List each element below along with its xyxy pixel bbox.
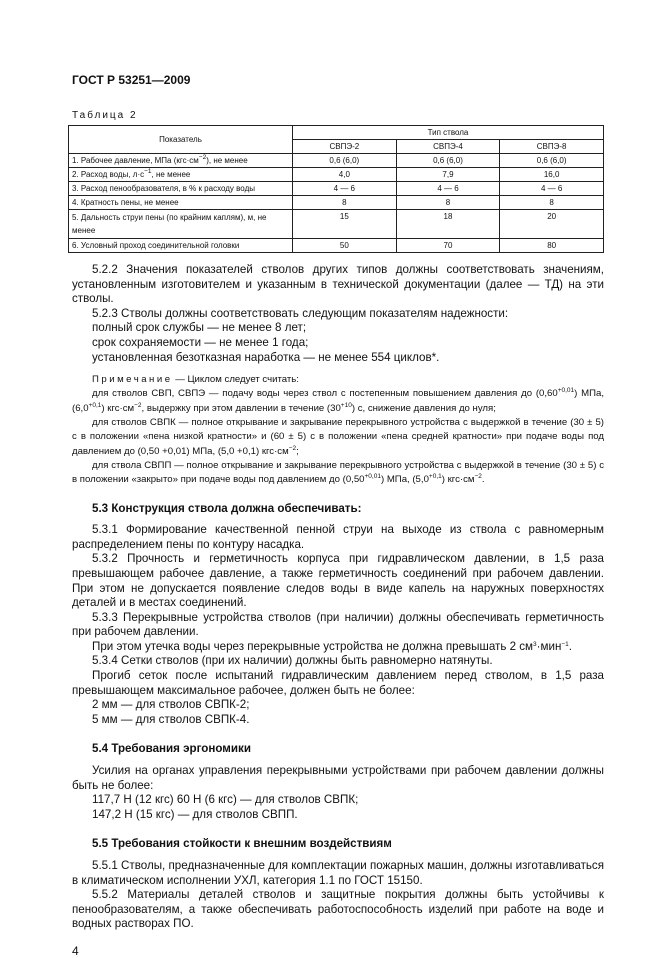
cell: 8 [293, 196, 397, 210]
para-5-3-2: 5.3.2 Прочность и герметичность корпуса при гидравлическом давлении, в 1,5 раза превышающем рабочее давление, а также герметичность соединений при рабочем давлении. При этом не допускается появление следов воды в виде капель на наружных поверхностях деталей и в местах соединений. [72, 552, 604, 610]
note-block [72, 373, 604, 487]
t: ) кгс·см [101, 402, 135, 414]
para-5-3-3: 5.3.3 Перекрывные устройства стволов (при наличии) должны обеспечивать герметичность при рабочем давлении. [72, 610, 604, 639]
t: ) с, снижение давления до нуля; [351, 402, 496, 414]
para-5-3-4: 5.3.4 Сетки стволов (при их наличии) должны быть равномерно натянуты. [92, 654, 493, 668]
t: для стволов СВП, СВПЭ — подачу воды через ствол с постепенным повышением давления до (0,60 [92, 388, 558, 400]
t: для стволов СВПК — полное открывание и закрывание перекрывного устройства с выдержкой в течение (30 ± 5) с в положении «пена низкой кратности» и (60 ± 5) с в положении «пена средней кратности» при подаче воды под давлением до (0,50 +0,01) МПа, (5,0 +0,1) кгс·см [72, 417, 604, 457]
row-label [69, 168, 293, 182]
note-label: Примечание [92, 374, 173, 386]
label-sup: −2 [198, 154, 207, 161]
para-5-3-3-leak [72, 640, 604, 655]
label-sup: −1 [144, 168, 152, 175]
cell: 15 [293, 210, 397, 239]
t: ·мин [536, 639, 562, 653]
para-5-4: Усилия на органах управления перекрывными устройствами при рабочем давлении должны быть не более: [72, 764, 604, 792]
sup: −2 [288, 444, 297, 452]
row-label: 3. Расход пенообразователя, в % к расходу воды [69, 182, 293, 196]
t: , выдержку при этом давлении в течение (30 [141, 402, 341, 414]
cell: 7,9 [396, 168, 500, 182]
cell: 4 — 6 [500, 182, 604, 196]
label-text: 1. Рабочее давление, МПа (кгс·см [72, 156, 199, 165]
note-intro [72, 373, 604, 387]
t: При этом утечка воды через перекрывные устройства не должна превышать 2 см [92, 639, 534, 653]
para-5-5-2: 5.5.2 Материалы деталей стволов и защитные покрытия должны быть устойчивы к пенообразователям, а также обеспечивать работоспособность изделий при работе на воде и водных растворах ПО. [72, 888, 604, 931]
table-row [69, 196, 604, 210]
page-content [72, 73, 604, 958]
t: ; [296, 445, 299, 457]
table-row [69, 168, 604, 182]
cell: 0,6 (6,0) [500, 154, 604, 168]
cell: 4,0 [293, 168, 397, 182]
note-intro-text: — Циклом следует считать: [172, 374, 299, 386]
cell: 80 [500, 239, 604, 253]
para-5-3-4-deflection: Прогиб сеток после испытаний гидравлическим давлением перед стволом, в 1,5 раза превышающем максимальное рабочее, должен быть не более: [72, 669, 604, 697]
sup: −2 [134, 401, 142, 409]
t: . [568, 639, 573, 653]
table-row [69, 239, 604, 253]
force-item: 117,7 Н (12 кгс) 60 Н (6 кгс) — для стволов СВПК; [92, 793, 359, 807]
row-label: 5. Дальность струи пены (по крайним каплям), м, не менее [69, 210, 293, 239]
sup: −1 [561, 640, 569, 648]
page-number: 4 [72, 943, 79, 958]
force-item: 147,2 Н (15 кгс) — для стволов СВПП. [92, 807, 298, 821]
cell: 20 [500, 210, 604, 239]
label-text: 2. Расход воды, л·с [72, 170, 145, 179]
cell: 70 [396, 239, 500, 253]
sup: −2 [474, 473, 482, 481]
section-5-5 [72, 837, 604, 932]
header-type: Тип ствола [293, 126, 604, 140]
t: ) МПа, (6,0 [72, 388, 604, 414]
note-item [72, 459, 604, 488]
para-5-2-2: 5.2.2 Значения показателей стволов других типов должны соответствовать значениям, установленным изготовителем и указанным в технической документации (далее — ТД) на эти стволы. [72, 263, 604, 306]
label-tail: , не менее [151, 170, 191, 179]
header-type-1: СВПЭ-2 [293, 140, 397, 154]
cell: 8 [500, 196, 604, 210]
t: ) МПа, (5,0 [380, 474, 429, 486]
sup: +0,01 [557, 387, 575, 395]
row-label: 4. Кратность пены, не менее [69, 196, 293, 210]
note-item [72, 387, 604, 416]
header-type-2: СВПЭ-4 [396, 140, 500, 154]
section-5-2 [72, 263, 604, 365]
heading-5-3: 5.3 Конструкция ствола должна обеспечивать: [92, 501, 362, 515]
row-label: 6. Условный проход соединительной головки [69, 239, 293, 253]
cell: 18 [396, 210, 500, 239]
table-caption: Таблица 2 [72, 110, 138, 121]
para-5-2-3: 5.2.3 Стволы должны соответствовать следующим показателям надежности: [92, 306, 509, 320]
section-5-4 [72, 742, 604, 822]
deflection-item: 2 мм — для стволов СВПК-2; [92, 698, 250, 712]
cell: 4 — 6 [293, 182, 397, 196]
cell: 0,6 (6,0) [293, 154, 397, 168]
sup: 3 [533, 640, 537, 648]
cell: 0,6 (6,0) [396, 154, 500, 168]
table-row [69, 182, 604, 196]
table-row [69, 210, 604, 239]
para-5-5-1: 5.5.1 Стволы, предназначенные для комплектации пожарных машин, должны изготавливаться в климатическом исполнении УХЛ, категория 1.1 по ГОСТ 15150. [72, 859, 604, 887]
note-item [72, 416, 604, 459]
sup: +0,1 [428, 473, 442, 481]
sup: +0,1 [88, 401, 102, 409]
t: для ствола СВПП — полное открывание и закрывание перекрывного устройства с выдержкой в течение (30 ± 5) с в положении «закрыто» при подаче воды под давлением до (0,50 [72, 459, 604, 486]
sup: +0,01 [364, 473, 381, 481]
t: . [481, 474, 485, 486]
reliability-item: полный срок службы — не менее 8 лет; [92, 321, 307, 335]
label-tail: ), не менее [206, 156, 248, 165]
header-type-3: СВПЭ-8 [500, 140, 604, 154]
deflection-item: 5 мм — для стволов СВПК-4. [92, 712, 250, 726]
cell: 16,0 [500, 168, 604, 182]
sup: +10 [340, 401, 352, 409]
reliability-item: срок сохраняемости — не менее 1 года; [92, 335, 309, 349]
t: ) кгс·см [441, 474, 475, 486]
cell: 4 — 6 [396, 182, 500, 196]
heading-5-5: 5.5 Требования стойкости к внешним воздействиям [92, 837, 392, 851]
document-header: ГОСТ Р 53251—2009 [72, 73, 191, 87]
para-5-3-1: 5.3.1 Формирование качественной пенной струи на выходе из ствола с равномерным распределением пены по контуру насадка. [72, 523, 604, 551]
cell: 8 [396, 196, 500, 210]
specs-table [68, 125, 604, 253]
row-label [69, 154, 293, 168]
cell: 50 [293, 239, 397, 253]
header-indicator: Показатель [69, 126, 293, 154]
section-5-3 [72, 502, 604, 728]
reliability-item: установленная безотказная наработка — не менее 554 циклов*. [92, 350, 440, 364]
heading-5-4: 5.4 Требования эргономики [92, 742, 251, 756]
table-row [69, 154, 604, 168]
